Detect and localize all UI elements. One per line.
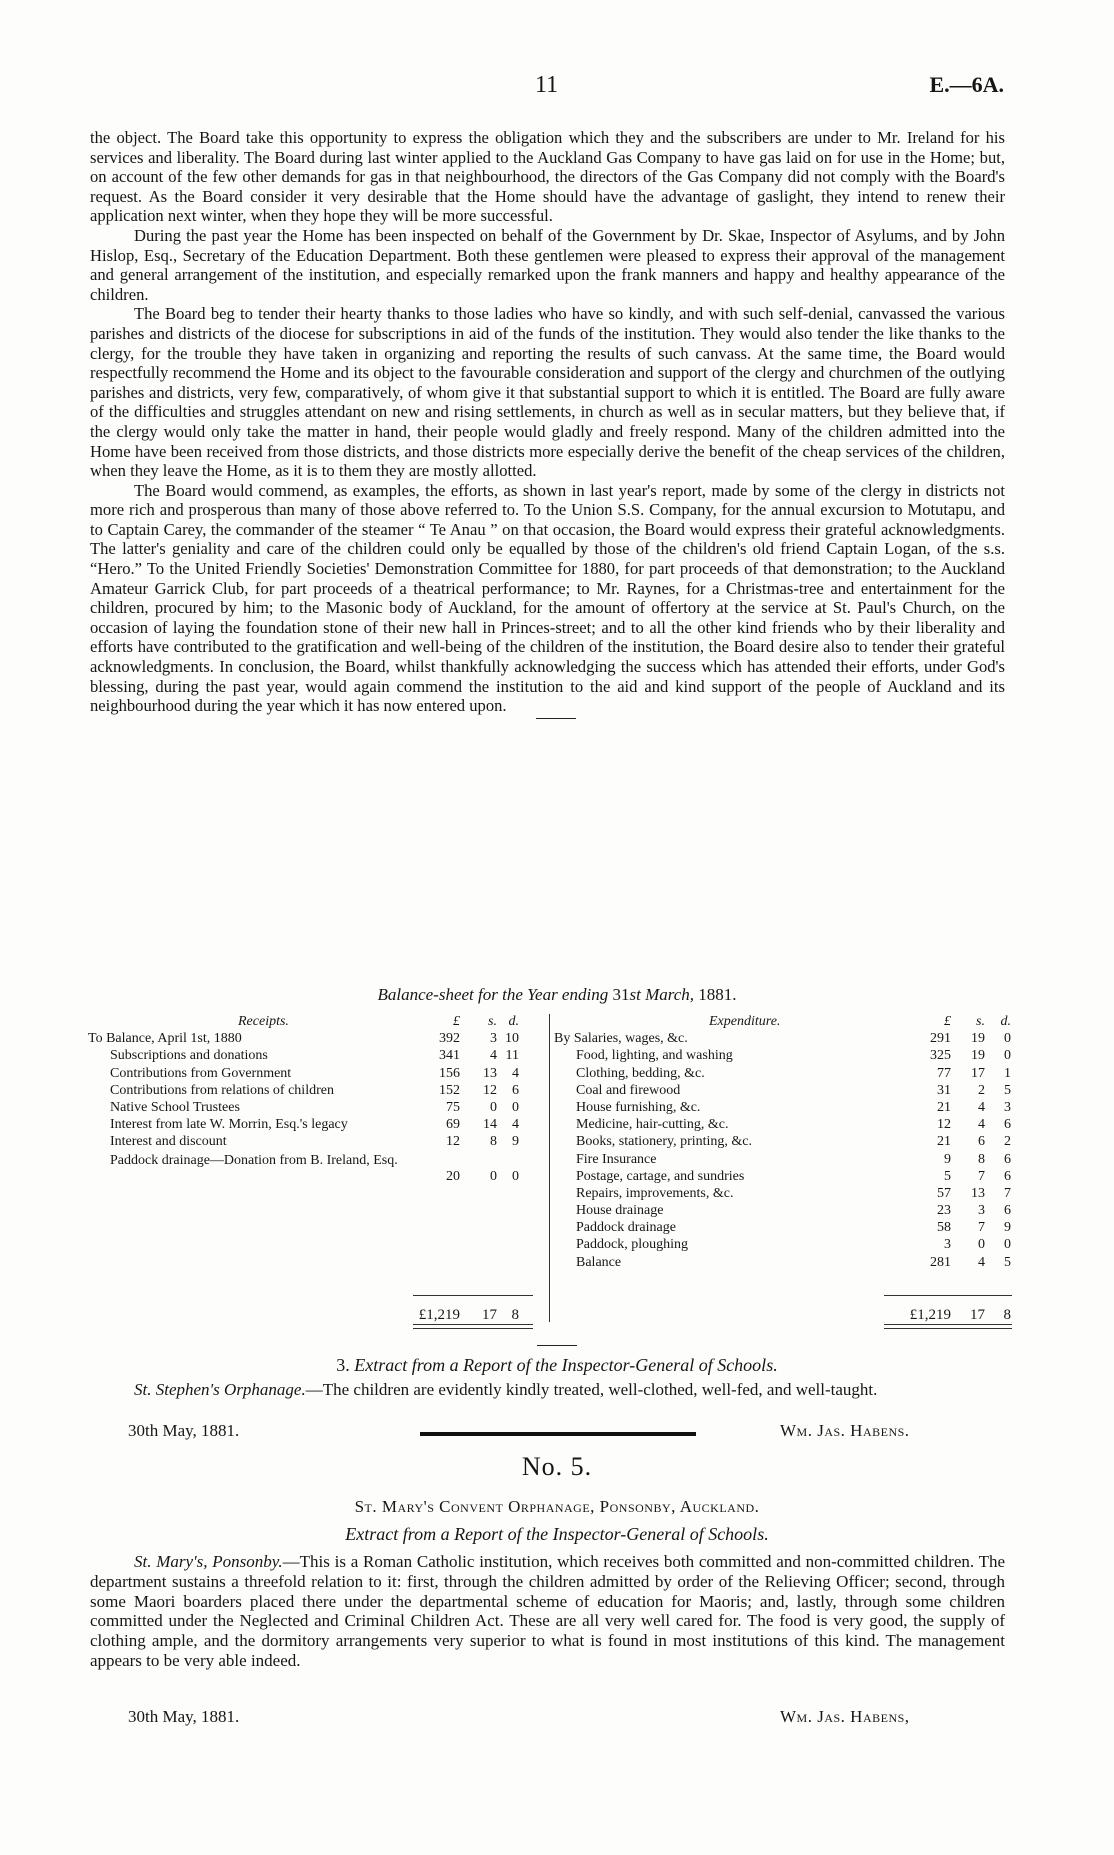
receipts-row-label: Contributions from relations of children (110, 1082, 334, 1098)
receipts-row-label: Paddock drainage—Donation from B. Ireland, Esq. (110, 1152, 398, 1168)
expenditure-row-pounds: 325 (930, 1048, 951, 1064)
receipts-row-shillings: 0 (490, 1099, 497, 1115)
expenditure-row-shillings: 0 (978, 1237, 985, 1253)
expenditure-total-pounds: £1,219 (909, 1307, 951, 1323)
column-divider (549, 1014, 550, 1322)
expenditure-row-pounds: 3 (944, 1237, 951, 1253)
expenditure-heading: Expenditure. (709, 1014, 781, 1029)
expenditure-row-shillings: 19 (971, 1048, 985, 1064)
expenditure-row-shillings: 17 (971, 1065, 985, 1081)
expenditure-row-shillings: 2 (978, 1082, 985, 1098)
expenditure-row-pence: 6 (1004, 1168, 1011, 1184)
expenditure-row-pence: 2 (1004, 1134, 1011, 1150)
balance-sheet-title: Balance-sheet for the Year ending 31st March, 1881. (377, 985, 737, 1004)
document-reference: E.—6A. (929, 72, 1004, 97)
receipts-total-row (88, 1301, 545, 1321)
expenditure-row-pence: 6 (1004, 1203, 1011, 1219)
expenditure-row-pence: 7 (1004, 1185, 1011, 1201)
receipts-heading: Receipts. (238, 1014, 289, 1029)
expenditure-row-pounds: 23 (937, 1203, 951, 1219)
page-header (0, 72, 1114, 102)
expenditure-row-pence: 3 (1004, 1099, 1011, 1115)
section-divider-short (537, 1345, 577, 1346)
expenditure-row (554, 1066, 1013, 1083)
receipts-double-rule (413, 1324, 533, 1329)
expenditure-row-pounds: 9 (944, 1151, 951, 1167)
no5-institution: St. Mary's Convent Orphanage, Ponsonby, Auckland. (354, 1497, 760, 1516)
paragraph-thanks-ladies: The Board beg to tender their hearty thanks to those ladies who have so kindly, and with such self-denial, canvassed the various parishes and districts of the diocese for subscriptions in aid of the funds of the institution. They would also tender the like thanks to the clergy, for the trouble they have taken in organizing and reporting the results of such canvass. At the same time, the Board would respectfully recommend the Home and its object to the favourable consideration and support of the clergy and churchmen of the outlying parishes and districts, very few, comparatively, of whom give it that substantial support to which it is entitled. The Board are fully aware of the difficulties and struggles attendant on new and rising settlements, in church as well as in secular matters, but they believe that, if the clergy would only take the matter in hand, their people would gladly and freely respond. Many of the children admitted into the Home have been received from those districts, and those districts more especially derive the benefit of the cheap services of the children, when they leave the Home, as it is to them they are mostly allotted. (90, 304, 1005, 481)
expenditure-row (554, 1203, 1013, 1220)
receipts-row-shillings: 4 (490, 1048, 497, 1064)
expenditure-row-pounds: 31 (937, 1082, 951, 1098)
expenditure-row-shillings: 4 (978, 1254, 985, 1270)
receipts-row-pounds: 156 (439, 1065, 460, 1081)
no5-date: 30th May, 1881. (128, 1707, 240, 1726)
page-number: 11 (535, 72, 559, 98)
receipts-header-row: Receipts. £ s. d. (238, 1014, 519, 1029)
expenditure-row-pounds: 21 (937, 1134, 951, 1150)
expenditure-row-label: Paddock drainage (576, 1220, 676, 1236)
paragraph-acknowledgments: The Board would commend, as examples, the efforts, as shown in last year's report, made by some of the clergy in districts not more rich and prosperous than many of those above referred to. To the Union S.S. Company, for the annual excursion to Motutapu, and to Captain Carey, the commander of the steamer “ Te Anau ” on that occasion, the Board would express their grateful acknowledgments. The latter's geniality and care of the children could only be equalled by those of the children's old friend Captain Logan, of the s.s. “Hero.” To the United Friendly Societies' Demonstration Committee for 1880, for part proceeds of that demonstration; to the Auckland Amateur Garrick Club, for part proceeds of a theatrical performance; to Mr. Raynes, for a Christmas-tree and entertainment for the children, procured by him; to the Masonic body of Auckland, for the amount of offertory at the service at St. Paul's Church, on the occasion of laying the foundation stone of their new hall in Princes-street; and to all the other kind friends who by their liberality and efforts have contributed to the gratification and well-being of the children of the institution, the Board desire also to tender their grateful acknowledgments. In conclusion, the Board, whilst thankfully acknowledging the success which has attended their efforts, under God's blessing, during the past year, would again commend the institution to the aid and kind support of the people of Auckland and its neighbourhood during the year which it has now entered upon. (90, 480, 1005, 716)
receipts-row (88, 1152, 545, 1186)
expenditure-row-shillings: 4 (978, 1117, 985, 1133)
receipts-row-label: Native School Trustees (110, 1099, 240, 1115)
receipts-row-shillings: 0 (490, 1168, 497, 1184)
report-body (90, 128, 1005, 719)
receipts-row-shillings: 3 (490, 1031, 497, 1047)
section-3-lead: St. Stephen's Orphanage. (134, 1380, 306, 1399)
expenditure-row (554, 1083, 1013, 1100)
receipts-row (88, 1066, 545, 1083)
expenditure-row (554, 1152, 1013, 1169)
expenditure-row-pence: 0 (1004, 1237, 1011, 1253)
receipts-row-pence: 9 (512, 1134, 519, 1150)
expenditure-row-shillings: 3 (978, 1203, 985, 1219)
expenditure-row (554, 1100, 1013, 1117)
receipts-row-label: Contributions from Government (110, 1065, 292, 1081)
receipts-row-pence: 4 (512, 1117, 519, 1133)
expenditure-row-label: House drainage (576, 1203, 664, 1219)
paragraph-inspection: During the past year the Home has been inspected on behalf of the Government by Dr. Skae, Inspector of Asylums, and by John Hislop, Esq., Secretary of the Education Department. Both these gentlemen were pleased to express their approval of the management and general arrangement of the institution, and especially remarked upon the frank manners and happy and healthy appearance of the children. (90, 225, 1005, 304)
receipts-rows (88, 1031, 545, 1185)
receipts-row-label: Interest and discount (110, 1134, 227, 1150)
receipts-row-label: Interest from late W. Morrin, Esq.'s legacy (110, 1117, 348, 1133)
receipts-row-pounds: 12 (446, 1134, 460, 1150)
expenditure-total-row (554, 1301, 1013, 1321)
no5-text: —This is a Roman Catholic institution, which receives both committed and non-committed children. The department sustains a threefold relation to it: first, through the children admitted by order of the Relieving Officer; second, through some Maori boarders placed there under the departmental scheme of education for Maoris; and, lastly, through some children committed under the Neglected and Criminal Children Act. These are all very well cared for. The food is very good, the supply of clothing ample, and the dormitory arrangements very superior to what is found in most institutions of this kind. The management appears to be very able indeed. (90, 1552, 1005, 1670)
receipts-row (88, 1117, 545, 1134)
expenditure-total-shillings: 17 (970, 1307, 985, 1323)
section-3-heading (0, 1355, 1114, 1376)
receipts-column (88, 1014, 545, 1323)
receipts-row (88, 1100, 545, 1117)
receipts-total-pence: 8 (511, 1307, 519, 1323)
expenditure-row (554, 1237, 1013, 1254)
receipts-row (88, 1083, 545, 1100)
expenditure-row-pence: 5 (1004, 1082, 1011, 1098)
expenditure-row-label: Clothing, bedding, &c. (576, 1065, 705, 1081)
expenditure-row-pounds: 281 (930, 1254, 951, 1270)
expenditure-row-shillings: 7 (978, 1168, 985, 1184)
expenditure-row (554, 1186, 1013, 1203)
expenditure-row-label: Coal and firewood (576, 1082, 681, 1098)
expenditure-row-pence: 6 (1004, 1117, 1011, 1133)
section-thick-divider (420, 1432, 696, 1436)
expenditure-row-shillings: 13 (971, 1185, 985, 1201)
receipts-row-label: Subscriptions and donations (110, 1048, 268, 1064)
balance-sheet (88, 1014, 1013, 1334)
expenditure-row-pounds: 291 (930, 1031, 951, 1047)
receipts-total-shillings: 17 (482, 1307, 497, 1323)
section-3-title: Extract from a Report of the Inspector-General of Schools. (354, 1355, 778, 1375)
expenditure-row-pence: 9 (1004, 1220, 1011, 1236)
no5-signature: Wm. Jas. Habens, (780, 1707, 910, 1726)
receipts-row-pence: 0 (512, 1099, 519, 1115)
paragraph-gas-supply: the object. The Board take this opportunity to express the obligation which they and the subscribers are under to Mr. Ireland for his services and liberality. The Board during last winter applied to the Auckland Gas Company to have gas laid on for use in the Home; but, on account of the few other demands for gas in that neighbourhood, the directors of the Gas Company did not comply with the Board's request. As the Board consider it very desirable that the Home should have the advantage of gaslight, they intend to renew their application next winter, when they hope they will be more successful. (90, 128, 1005, 226)
no5-extract-title: Extract from a Report of the Inspector-General of Schools. (345, 1524, 769, 1544)
section-3-date: 30th May, 1881. (128, 1421, 240, 1440)
expenditure-row (554, 1134, 1013, 1151)
receipts-row (88, 1048, 545, 1065)
receipts-row-shillings: 13 (483, 1065, 497, 1081)
expenditure-row-shillings: 19 (971, 1031, 985, 1047)
expenditure-row-pounds: 58 (937, 1220, 951, 1236)
receipts-row-pounds: 75 (446, 1099, 460, 1115)
no5-lead: St. Mary's, Ponsonby. (134, 1552, 283, 1571)
expenditure-row (554, 1117, 1013, 1134)
expenditure-row (554, 1048, 1013, 1065)
expenditure-header-row: Expenditure. £ s. d. (709, 1014, 1011, 1029)
expenditure-row-pounds: 5 (944, 1168, 951, 1184)
section-3-number: 3. (336, 1355, 350, 1375)
section-3-signature: Wm. Jas. Habens. (780, 1421, 910, 1440)
receipts-row-pounds: 152 (439, 1082, 460, 1098)
expenditure-row-pence: 5 (1004, 1254, 1011, 1270)
receipts-row-pounds: 69 (446, 1117, 460, 1133)
receipts-row-pounds: 392 (439, 1031, 460, 1047)
receipts-row-pounds: 341 (439, 1048, 460, 1064)
expenditure-row (554, 1169, 1013, 1186)
receipts-row-shillings: 14 (483, 1117, 497, 1133)
no5-paragraph (90, 1552, 1005, 1671)
expenditure-rows (554, 1031, 1013, 1272)
receipts-row-pence: 6 (512, 1082, 519, 1098)
expenditure-row-label: Paddock, ploughing (576, 1237, 688, 1253)
expenditure-double-rule (884, 1324, 1012, 1329)
receipts-row-pence: 4 (512, 1065, 519, 1081)
expenditure-row (554, 1220, 1013, 1237)
receipts-row-pence: 10 (505, 1031, 519, 1047)
receipts-row (88, 1031, 545, 1048)
expenditure-row-label: House furnishing, &c. (576, 1099, 701, 1115)
expenditure-row-pence: 1 (1004, 1065, 1011, 1081)
expenditure-row-label: Repairs, improvements, &c. (576, 1185, 734, 1201)
expenditure-row-shillings: 8 (978, 1151, 985, 1167)
expenditure-row-pence: 6 (1004, 1151, 1011, 1167)
expenditure-row-label: Balance (576, 1254, 622, 1270)
expenditure-row (554, 1031, 1013, 1048)
expenditure-row-label: Medicine, hair-cutting, &c. (576, 1117, 729, 1133)
section-3-text: —The children are evidently kindly treated, well-clothed, well-fed, and well-taught. (305, 1380, 878, 1399)
receipts-total-pounds: £1,219 (418, 1307, 460, 1323)
expenditure-column (554, 1014, 1013, 1323)
expenditure-row-label: Books, stationery, printing, &c. (576, 1134, 753, 1150)
expenditure-row-label: By Salaries, wages, &c. (554, 1031, 688, 1047)
expenditure-total-pence: 8 (1003, 1307, 1011, 1323)
receipts-row-pounds: 20 (446, 1168, 460, 1184)
expenditure-row-pounds: 57 (937, 1185, 951, 1201)
section-divider (536, 718, 576, 719)
expenditure-row-pence: 0 (1004, 1048, 1011, 1064)
receipts-row-shillings: 12 (483, 1082, 497, 1098)
receipts-row-pence: 0 (512, 1168, 519, 1184)
expenditure-row-shillings: 6 (978, 1134, 985, 1150)
expenditure-row (554, 1255, 1013, 1272)
expenditure-row-label: Food, lighting, and washing (576, 1048, 733, 1064)
receipts-row-shillings: 8 (490, 1134, 497, 1150)
receipts-row-pence: 11 (505, 1048, 519, 1064)
expenditure-row-label: Fire Insurance (576, 1151, 657, 1167)
receipts-row (88, 1134, 545, 1151)
expenditure-row-pounds: 21 (937, 1099, 951, 1115)
receipts-total-rule (413, 1295, 533, 1296)
expenditure-row-shillings: 7 (978, 1220, 985, 1236)
no5-heading: No. 5. (521, 1452, 593, 1481)
expenditure-row-pounds: 77 (937, 1065, 951, 1081)
receipts-row-label: To Balance, April 1st, 1880 (88, 1031, 242, 1047)
expenditure-row-label: Postage, cartage, and sundries (576, 1168, 745, 1184)
expenditure-row-pence: 0 (1004, 1031, 1011, 1047)
expenditure-row-shillings: 4 (978, 1099, 985, 1115)
section-3-paragraph (90, 1380, 1005, 1400)
expenditure-total-rule (884, 1295, 1012, 1296)
expenditure-row-pounds: 12 (937, 1117, 951, 1133)
